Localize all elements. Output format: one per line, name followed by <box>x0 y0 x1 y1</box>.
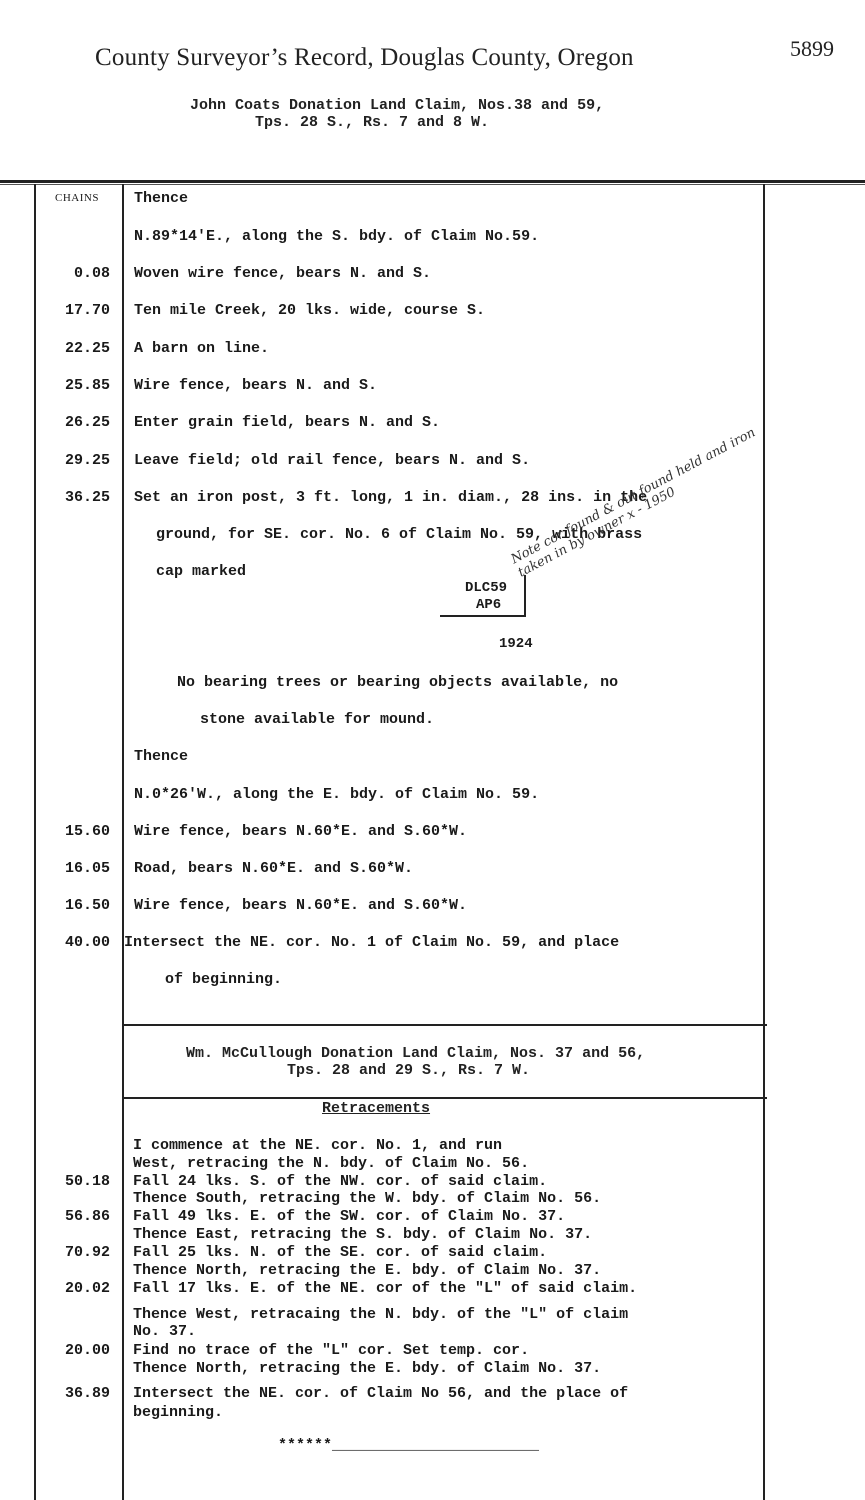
section-divider-bottom <box>122 1097 767 1099</box>
record-line: of beginning. <box>165 971 283 988</box>
chain-value: 0.08 <box>73 265 110 282</box>
record-line: Enter grain field, bears N. and S. <box>134 414 441 431</box>
top-rule-secondary <box>0 184 865 185</box>
chain-value: 17.70 <box>64 302 110 319</box>
record-line: A barn on line. <box>134 340 270 357</box>
chain-value: 36.25 <box>64 489 110 506</box>
end-mark: ******_______________________ <box>278 1437 540 1454</box>
record-line: Intersect the NE. cor. of Claim No 56, and the place of <box>133 1385 629 1402</box>
chain-value: 40.00 <box>64 934 110 951</box>
record-line: Find no trace of the "L" cor. Set temp. cor. <box>133 1342 530 1359</box>
claim-title-2-line-1: Wm. McCullough Donation Land Claim, Nos. 37 and 56, <box>186 1045 646 1062</box>
section-divider-top <box>122 1024 767 1026</box>
cap-marking-line-1: DLC59 <box>465 580 508 596</box>
chain-value: 22.25 <box>64 340 110 357</box>
record-line: Thence West, retracaing the N. bdy. of the "L" of claim <box>133 1306 629 1323</box>
chain-value: 56.86 <box>64 1208 110 1225</box>
record-line: Set an iron post, 3 ft. long, 1 in. diam., 28 ins. in the <box>134 489 648 506</box>
record-line: Ten mile Creek, 20 lks. wide, course S. <box>134 302 486 319</box>
chain-value: 20.00 <box>64 1342 110 1359</box>
claim-title-2-line-2: Tps. 28 and 29 S., Rs. 7 W. <box>287 1062 531 1079</box>
record-line: ground, for SE. cor. No. 6 of Claim No. 59, with brass <box>156 526 643 543</box>
chains-column-divider <box>122 184 124 1500</box>
record-line: Thence North, retracing the E. bdy. of Claim No. 37. <box>133 1262 602 1279</box>
right-margin-line <box>763 184 765 1500</box>
cap-marking-rule <box>440 615 526 617</box>
chain-value: 70.92 <box>64 1244 110 1261</box>
record-line: Leave field; old rail fence, bears N. and S. <box>134 452 531 469</box>
record-line: Wire fence, bears N. and S. <box>134 377 378 394</box>
record-line: Wire fence, bears N.60*E. and S.60*W. <box>134 823 468 840</box>
record-line: Thence East, retracing the S. bdy. of Claim No. 37. <box>133 1226 593 1243</box>
handwritten-note: Note cor found & out found held and iron taken in by owner x - 1950 <box>508 425 759 581</box>
record-line: Road, bears N.60*E. and S.60*W. <box>134 860 414 877</box>
record-line: Fall 25 lks. N. of the SE. cor. of said claim. <box>133 1244 548 1261</box>
record-line: Thence South, retracing the W. bdy. of Claim No. 56. <box>133 1190 602 1207</box>
record-line: Fall 49 lks. E. of the SW. cor. of Claim No. 37. <box>133 1208 566 1225</box>
page-title: County Surveyor’s Record, Douglas County, Oregon <box>95 44 634 71</box>
chain-value: 16.50 <box>64 897 110 914</box>
record-line: cap marked <box>156 563 247 580</box>
chain-value: 29.25 <box>64 452 110 469</box>
chain-value: 20.02 <box>64 1280 110 1297</box>
chain-value: 50.18 <box>64 1173 110 1190</box>
record-line: Thence <box>134 190 189 207</box>
chain-value: 15.60 <box>64 823 110 840</box>
record-line: Intersect the NE. cor. No. 1 of Claim No. 59, and place <box>124 934 620 951</box>
cap-marking-line-2: AP6 <box>476 597 502 613</box>
record-line: Thence North, retracing the E. bdy. of Claim No. 37. <box>133 1360 602 1377</box>
top-rule <box>0 180 865 183</box>
record-line: Thence <box>134 748 189 765</box>
page-number: 5899 <box>790 36 834 61</box>
record-line: Fall 24 lks. S. of the NW. cor. of said claim. <box>133 1173 548 1190</box>
record-line: Fall 17 lks. E. of the NE. cor of the "L" of said claim. <box>133 1280 638 1297</box>
left-margin-line <box>34 184 36 1500</box>
record-line: Wire fence, bears N.60*E. and S.60*W. <box>134 897 468 914</box>
record-line: N.0*26'W., along the E. bdy. of Claim No. 59. <box>134 786 540 803</box>
record-line: Woven wire fence, bears N. and S. <box>134 265 432 282</box>
claim-title-line-2: Tps. 28 S., Rs. 7 and 8 W. <box>255 114 490 131</box>
chain-value: 16.05 <box>64 860 110 877</box>
record-line: No bearing trees or bearing objects available, no <box>177 674 619 691</box>
claim-title-line-1: John Coats Donation Land Claim, Nos.38 and 59, <box>190 97 605 114</box>
chain-value: 36.89 <box>64 1385 110 1402</box>
chain-value: 25.85 <box>64 377 110 394</box>
record-line: stone available for mound. <box>200 711 435 728</box>
record-line: N.89*14'E., along the S. bdy. of Claim No.59. <box>134 228 540 245</box>
record-line: West, retracing the N. bdy. of Claim No. 56. <box>133 1155 530 1172</box>
record-line: No. 37. <box>133 1323 197 1340</box>
chains-column-header: CHAINS <box>55 192 99 204</box>
cap-marking-year: 1924 <box>499 636 533 652</box>
record-line: I commence at the NE. cor. No. 1, and run <box>133 1137 503 1154</box>
record-line: beginning. <box>133 1404 224 1421</box>
retracements-heading: Retracements <box>322 1100 431 1117</box>
chain-value: 26.25 <box>64 414 110 431</box>
